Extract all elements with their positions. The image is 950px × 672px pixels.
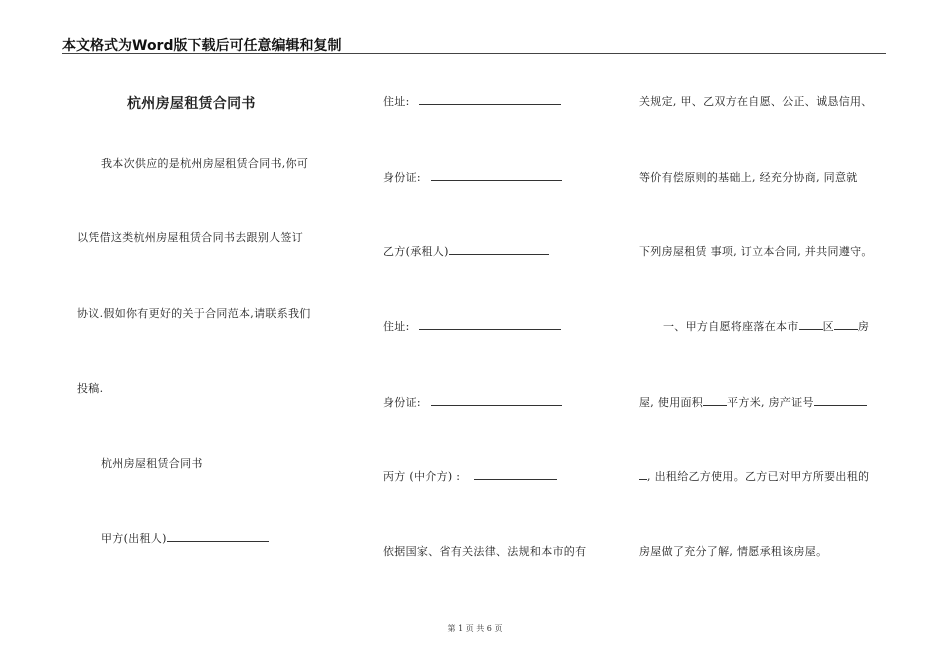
party-c-label: 丙方 (中介方) : (383, 470, 461, 483)
id-card-blank (431, 171, 562, 181)
paragraph-line: 下列房屋租赁 事项, 订立本合同, 并共同遵守。 (639, 245, 873, 258)
certificate-blank-cont (639, 470, 647, 480)
paragraph-line: 以凭借这类杭州房屋租赁合同书去跟别人签订 (77, 231, 303, 244)
area-text: 屋, 使用面积 (639, 396, 704, 409)
clause-1-line (663, 318, 869, 334)
area-blank (703, 396, 727, 406)
party-a-blank (167, 532, 269, 542)
id-card-line (383, 169, 562, 185)
header-rule (62, 53, 886, 54)
clause-1-text: 区 (822, 320, 834, 333)
paragraph-text: , 出租给乙方使用。乙方已对甲方所要出租的 (647, 470, 870, 483)
id-card-label: 身份证: (383, 396, 421, 409)
party-b-line (383, 243, 549, 259)
party-c-line (383, 468, 557, 484)
paragraph-line (639, 468, 869, 484)
clause-1-text: 房 (857, 320, 870, 333)
section-heading: 杭州房屋租赁合同书 (101, 457, 203, 470)
paragraph-line: 关规定, 甲、乙双方在自愿、公正、诚恳信用、 (639, 95, 873, 108)
id-card-label: 身份证: (383, 171, 421, 184)
paragraph-line: 协议.假如你有更好的关于合同范本,请联系我们 (77, 307, 311, 320)
page-number: 第 1 页 共 6 页 (447, 624, 503, 633)
area-text: 平方米, 房产证号 (727, 396, 814, 409)
party-a-label: 甲方(出租人) (101, 532, 167, 545)
street-blank (834, 320, 858, 330)
district-blank (799, 320, 823, 330)
paragraph-line: 房屋做了充分了解, 情愿承租该房屋。 (639, 545, 828, 558)
paragraph-line: 依据国家、省有关法律、法规和本市的有 (383, 545, 587, 558)
address-line (383, 318, 561, 334)
id-card-blank (431, 396, 562, 406)
certificate-blank (814, 396, 867, 406)
address-blank (419, 95, 561, 105)
paragraph-line: 等价有偿原则的基础上, 经充分协商, 同意就 (639, 171, 858, 184)
address-line (383, 93, 561, 109)
document-title: 杭州房屋租赁合同书 (127, 96, 256, 112)
party-b-blank (449, 245, 549, 255)
party-b-label: 乙方(承租人) (383, 245, 449, 258)
id-card-line (383, 394, 562, 410)
area-line (639, 394, 867, 410)
document-banner: 本文格式为Word版下载后可任意编辑和复制 (62, 38, 342, 54)
paragraph-line: 投稿. (77, 382, 104, 395)
address-label: 住址: (383, 95, 410, 108)
party-c-blank (474, 470, 557, 480)
address-blank (419, 320, 561, 330)
clause-1-text: 一、甲方自愿将座落在本市 (663, 320, 799, 333)
address-label: 住址: (383, 320, 410, 333)
party-a-line (101, 530, 269, 546)
paragraph-line: 我本次供应的是杭州房屋租赁合同书,你可 (101, 157, 309, 170)
